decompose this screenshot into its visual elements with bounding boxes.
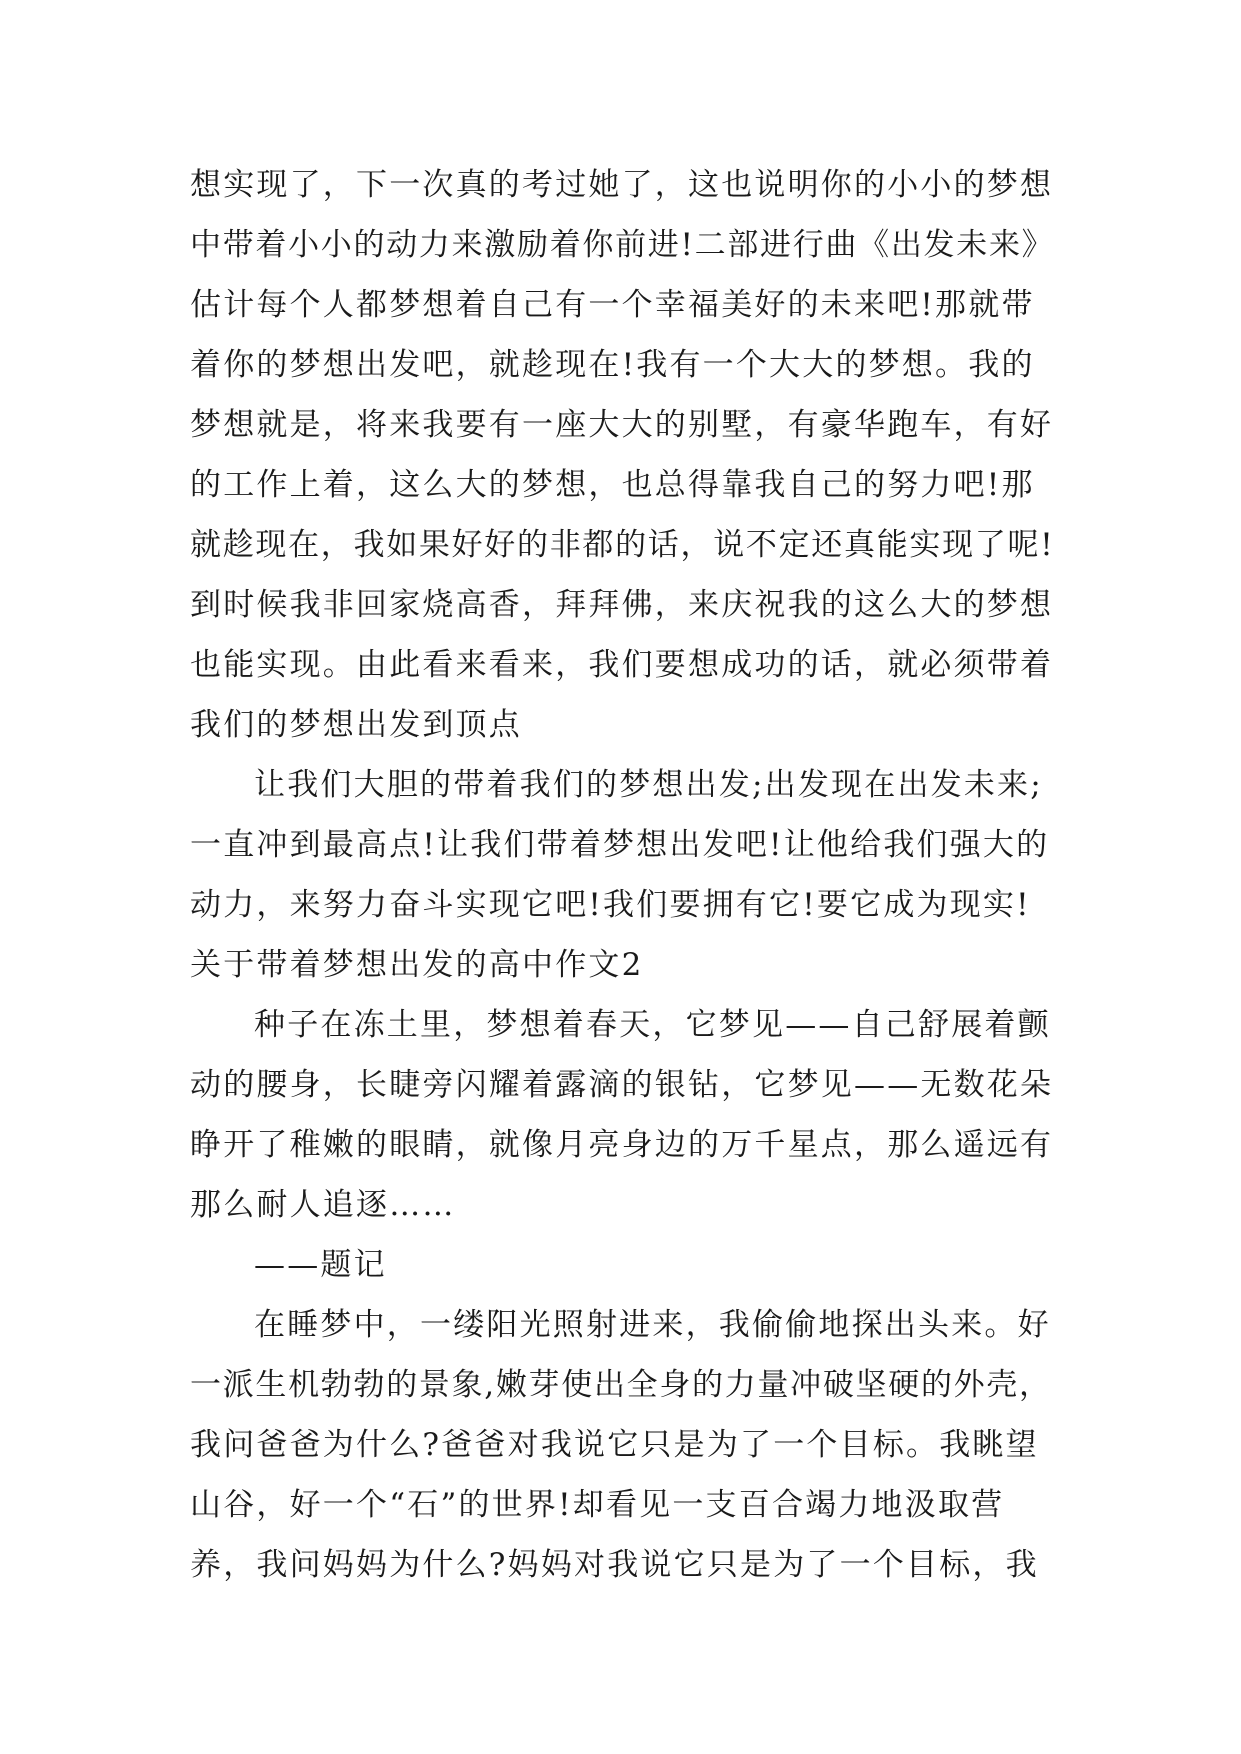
epigraph-attribution: ——题记	[254, 1247, 387, 1283]
text-line: 也能实现。由此看来看来，我们要想成功的话，就必须带着	[190, 647, 1054, 683]
text-line: 我问爸爸为什么?爸爸对我说它只是为了一个目标。我眺望	[190, 1427, 1039, 1463]
text-line: 着你的梦想出发吧，就趁现在!我有一个大大的梦想。我的	[190, 347, 1035, 383]
essay-text-body	[190, 155, 1060, 1595]
text-line: 就趁现在，我如果好好的非都的话，说不定还真能实现了呢!	[190, 527, 1055, 563]
paragraph-start-line: 在睡梦中，一缕阳光照射进来，我偷偷地探出头来。好	[254, 1307, 1051, 1343]
text-line: 动力，来努力奋斗实现它吧!我们要拥有它!要它成为现实!	[190, 887, 1031, 923]
text-line: 中带着小小的动力来激励着你前进!二部进行曲《出发未来》	[190, 227, 1055, 263]
text-line: 动的腰身，长睫旁闪耀着露滴的银钻，它梦见——无数花朵	[190, 1067, 1054, 1103]
text-line: 到时候我非回家烧高香，拜拜佛，来庆祝我的这么大的梦想	[190, 587, 1054, 623]
text-line: 我们的梦想出发到顶点	[190, 707, 522, 743]
text-line: 一直冲到最高点!让我们带着梦想出发吧!让他给我们强大的	[190, 827, 1050, 863]
section-heading: 关于带着梦想出发的高中作文2	[190, 947, 644, 983]
text-line: 养，我问妈妈为什么?妈妈对我说它只是为了一个目标，我	[190, 1547, 1039, 1583]
text-line: 那么耐人追逐……	[190, 1187, 456, 1223]
text-line: 梦想就是，将来我要有一座大大的别墅，有豪华跑车，有好	[190, 407, 1054, 443]
paragraph-start-line: 种子在冻土里，梦想着春天，它梦见——自己舒展着颤	[254, 1007, 1051, 1043]
text-line: 一派生机勃勃的景象,嫩芽使出全身的力量冲破坚硬的外壳，	[190, 1367, 1052, 1403]
paragraph-start-line: 让我们大胆的带着我们的梦想出发;出发现在出发未来;	[254, 767, 1043, 803]
text-line: 山谷，好一个“石”的世界!却看见一支百合竭力地汲取营	[190, 1487, 1005, 1523]
text-line: 睁开了稚嫩的眼睛，就像月亮身边的万千星点，那么遥远有	[190, 1127, 1054, 1163]
text-line: 估计每个人都梦想着自己有一个幸福美好的未来吧!那就带	[190, 287, 1035, 323]
text-line: 的工作上着，这么大的梦想，也总得靠我自己的努力吧!那	[190, 467, 1035, 503]
text-line: 想实现了，下一次真的考过她了，这也说明你的小小的梦想	[190, 167, 1054, 203]
